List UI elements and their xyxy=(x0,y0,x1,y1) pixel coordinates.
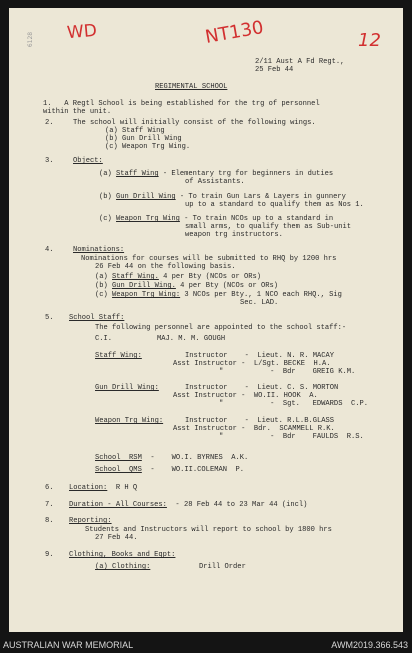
intro-line-2: within the unit. xyxy=(43,108,112,116)
gun-drill-row-2: Asst Instructor - WO.II. HOOK A. xyxy=(173,392,318,400)
section-6-number: 6. xyxy=(45,484,54,492)
section-4-b: (b) Gun Drill Wing. 4 per Bty (NCOs or ORs) xyxy=(95,282,279,290)
section-4-heading: Nominations: xyxy=(73,246,125,254)
section-2-number: 2. xyxy=(45,119,54,127)
staff-wing-label: Staff Wing: xyxy=(95,352,142,360)
weapon-trg-row-3: " - Bdr FAULDS R.S. xyxy=(219,433,364,441)
section-3-c-cont-2: weapon trg instructors. xyxy=(185,231,283,239)
section-2-a: (a) Staff Wing xyxy=(105,127,165,135)
footer-institution: AUSTRALIAN WAR MEMORIAL xyxy=(3,640,134,650)
gun-drill-row-3: " - Sgt. EDWARDS C.P. xyxy=(219,400,368,408)
section-4-text-1: Nominations for courses will be submitted to RHQ by 1200 hrs xyxy=(81,255,337,263)
section-9-a-label: (a) Clothing: xyxy=(95,563,151,571)
section-4-c-cont: Sec. LAD. xyxy=(240,299,279,307)
section-8-number: 8. xyxy=(45,517,54,525)
section-3-c: (c) Weapon Trg Wing - To train NCOs up to a standard in xyxy=(99,215,334,223)
section-9-heading: Clothing, Books and Eqpt: xyxy=(69,551,176,559)
section-4-number: 4. xyxy=(45,246,54,254)
section-3-b: (b) Gun Drill Wing - To train Gun Lars & Layers in gunnery xyxy=(99,193,346,201)
section-3-b-cont: up to a standard to qualify them as Nos 1. xyxy=(185,201,364,209)
section-9-a-text: Drill Order xyxy=(199,563,246,571)
section-9-number: 9. xyxy=(45,551,54,559)
staff-wing-row-2: Asst Instructor - L/Sgt. BECKE H.A. xyxy=(173,360,331,368)
date-header: 25 Feb 44 xyxy=(255,66,294,74)
section-8-text-1: Students and Instructors will report to school by 1800 hrs xyxy=(85,526,332,534)
section-2-c: (c) Weapon Trg Wing. xyxy=(105,143,191,151)
section-8-text-2: 27 Feb 44. xyxy=(95,534,138,542)
school-qms: School QMS - WO.II.COLEMAN P. xyxy=(95,466,244,474)
staff-wing-row-3: " - Bdr GREIG K.M. xyxy=(219,368,356,376)
handwritten-initials: WD xyxy=(66,20,98,44)
weapon-trg-row-2: Asst Instructor - Bdr. SCAMMELL R.K. xyxy=(173,425,335,433)
intro-line-1: 1. A Regtl School is being established for the trg of personnel xyxy=(43,100,320,108)
pencil-note: 6128 xyxy=(27,31,35,48)
section-2-b: (b) Gun Drill Wing xyxy=(105,135,182,143)
section-5-heading: School Staff: xyxy=(69,314,125,322)
weapon-trg-wing-label: Weapon Trg Wing: xyxy=(95,417,164,425)
section-5-number: 5. xyxy=(45,314,54,322)
section-4-c: (c) Weapon Trg Wing: 3 NCOs per Bty., 1 NCO each RHQ., Sig xyxy=(95,291,342,299)
handwritten-page-number: 12 xyxy=(358,30,381,51)
section-4-text-2: 26 Feb 44 on the following basis. xyxy=(95,263,236,271)
handwritten-reference: NT130 xyxy=(203,17,266,48)
unit-header: 2/11 Aust A Fd Regt., xyxy=(255,58,345,66)
section-3-number: 3. xyxy=(45,157,54,165)
chief-instructor-name: MAJ. M. M. GOUGH xyxy=(157,335,226,343)
section-3-c-cont-1: small arms, to qualify them as Sub-unit xyxy=(185,223,352,231)
section-3-heading: Object: xyxy=(73,157,103,165)
document-page xyxy=(9,8,403,632)
gun-drill-wing-label: Gun Drill Wing: xyxy=(95,384,159,392)
section-6: Location: R H Q xyxy=(69,484,138,492)
chief-instructor-label: C.I. xyxy=(95,335,113,343)
section-2-text: The school will initially consist of the following wings. xyxy=(73,119,316,127)
document-title: REGIMENTAL SCHOOL xyxy=(155,83,228,91)
gun-drill-row-1: Instructor - Lieut. C. S. MORTON xyxy=(185,384,339,392)
weapon-trg-row-1: Instructor - Lieut. R.L.B.GLASS xyxy=(185,417,334,425)
footer-catalogue-id: AWM2019.366.543 xyxy=(331,640,408,650)
section-4-a: (a) Staff Wing. 4 per Bty (NCOs or ORs) xyxy=(95,273,262,281)
school-rsm: School RSM - WO.I. BYRNES A.K. xyxy=(95,454,249,462)
section-7-number: 7. xyxy=(45,501,54,509)
section-7: Duration - All Courses: - 28 Feb 44 to 23 Mar 44 (incl) xyxy=(69,501,308,509)
section-8-heading: Reporting: xyxy=(69,517,112,525)
section-3-a: (a) Staff Wing - Elementary trg for beginners in duties xyxy=(99,170,334,178)
section-3-a-cont: of Assistants. xyxy=(185,178,245,186)
staff-wing-row-1: Instructor - Lieut. N. R. MACAY xyxy=(185,352,334,360)
section-5-text: The following personnel are appointed to the school staff:- xyxy=(95,324,347,332)
